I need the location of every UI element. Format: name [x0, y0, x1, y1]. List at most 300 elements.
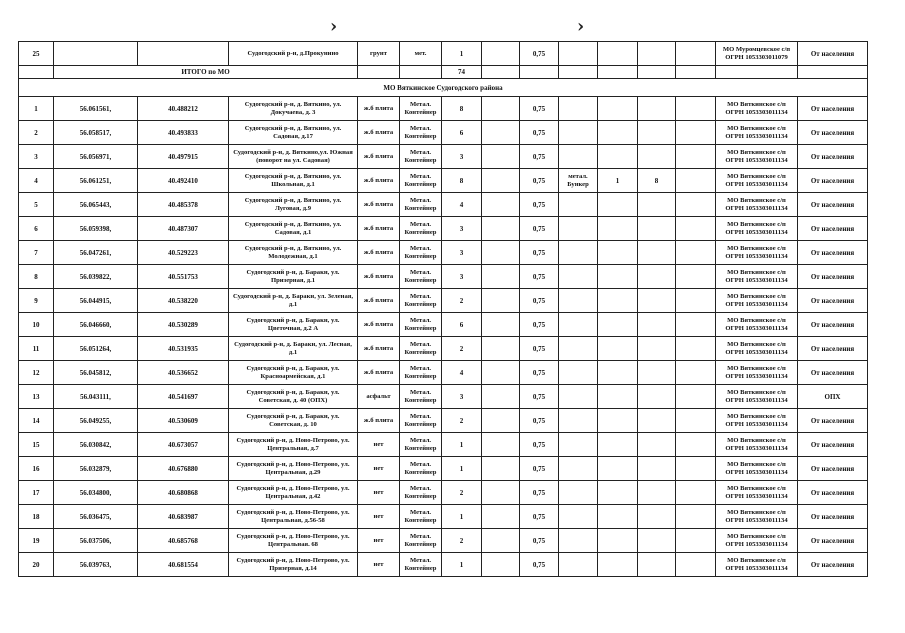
bunker-type-cell — [559, 193, 598, 217]
bunker-count-cell — [598, 361, 638, 385]
address-cell: Судогодский р-н, д. Вяткино, ул. Садовая, д.17 — [229, 121, 358, 145]
surface-cell: ж.б плита — [358, 169, 400, 193]
latitude-cell: 56.039763, — [54, 553, 138, 577]
latitude-cell — [54, 42, 138, 66]
volume-cell: 0,75 — [520, 42, 559, 66]
org-ogrn: ОГРН 1053303011134 — [725, 276, 788, 284]
table-row — [19, 433, 868, 457]
empty-cell — [358, 66, 400, 79]
empty-cell — [676, 553, 716, 577]
container-type-cell: Метал. Контейнер — [400, 481, 442, 505]
longitude-cell: 40.676880 — [138, 457, 229, 481]
longitude-cell: 40.530609 — [138, 409, 229, 433]
longitude-cell: 40.685768 — [138, 529, 229, 553]
volume-cell: 0,75 — [520, 433, 559, 457]
empty-cell — [676, 42, 716, 66]
source-cell: От населения — [798, 169, 868, 193]
empty-cell — [482, 97, 520, 121]
org-name: МО Вяткинское с/п — [727, 197, 786, 205]
row-number: 5 — [19, 193, 54, 217]
source-cell: От населения — [798, 265, 868, 289]
source-cell: От населения — [798, 145, 868, 169]
volume-cell: 0,75 — [520, 169, 559, 193]
org-ogrn: ОГРН 1053303011134 — [725, 348, 788, 356]
org-name: МО Вяткинское с/п — [727, 485, 786, 493]
empty-cell — [676, 145, 716, 169]
container-type-cell: Метал. Контейнер — [400, 361, 442, 385]
bunker-number-cell — [638, 433, 676, 457]
container-type-cell: Метал. Контейнер — [400, 241, 442, 265]
container-count-cell: 2 — [442, 529, 482, 553]
address-cell: Судогодский р-н, д. Вяткино, ул. Школьная, д.1 — [229, 169, 358, 193]
latitude-cell: 56.065443, — [54, 193, 138, 217]
bunker-count-cell — [598, 121, 638, 145]
organization-cell — [716, 217, 798, 241]
longitude-cell: 40.530289 — [138, 313, 229, 337]
empty-cell — [676, 169, 716, 193]
container-count-cell: 2 — [442, 289, 482, 313]
row-number: 7 — [19, 241, 54, 265]
bunker-type-cell — [559, 409, 598, 433]
latitude-cell: 56.047261, — [54, 241, 138, 265]
bunker-type-cell — [559, 337, 598, 361]
org-ogrn: ОГРН 1053303011134 — [725, 132, 788, 140]
surface-cell: нет — [358, 481, 400, 505]
bunker-number-cell — [638, 481, 676, 505]
org-ogrn: ОГРН 1053303011134 — [725, 180, 788, 188]
organization-cell — [716, 42, 798, 66]
bunker-number-cell — [638, 289, 676, 313]
empty-cell — [482, 457, 520, 481]
bunker-count-cell — [598, 409, 638, 433]
source-cell: От населения — [798, 42, 868, 66]
org-name: МО Вяткинское с/п — [727, 245, 786, 253]
volume-cell: 0,75 — [520, 121, 559, 145]
empty-cell — [19, 66, 54, 79]
latitude-cell: 56.037506, — [54, 529, 138, 553]
bunker-type-cell — [559, 241, 598, 265]
container-sites-table — [18, 41, 868, 577]
row-number: 9 — [19, 289, 54, 313]
row-number: 14 — [19, 409, 54, 433]
table-row — [19, 265, 868, 289]
organization-cell — [716, 361, 798, 385]
row-number: 1 — [19, 97, 54, 121]
organization-cell — [716, 265, 798, 289]
table-row — [19, 385, 868, 409]
row-number: 20 — [19, 553, 54, 577]
org-name: МО Вяткинское с/п — [727, 221, 786, 229]
container-count-cell: 3 — [442, 241, 482, 265]
longitude-cell: 40.497915 — [138, 145, 229, 169]
container-count-cell: 1 — [442, 553, 482, 577]
address-cell: Судогодский р-н, д. Вяткино, ул. Молодежная, д.1 — [229, 241, 358, 265]
empty-cell — [676, 217, 716, 241]
container-type-cell: мет. — [400, 42, 442, 66]
bunker-type-cell — [559, 529, 598, 553]
table-row — [19, 481, 868, 505]
volume-cell: 0,75 — [520, 193, 559, 217]
surface-cell: ж.б плита — [358, 193, 400, 217]
address-cell: Судогодский р-н, д. Ново-Петрово, ул. Центральная. 68 — [229, 529, 358, 553]
bunker-type-cell — [559, 481, 598, 505]
table-row — [19, 553, 868, 577]
container-type-cell: Метал. Контейнер — [400, 385, 442, 409]
latitude-cell: 56.032879, — [54, 457, 138, 481]
address-cell: Судогодский р-н, д. Вяткино, ул. Луговая, д.9 — [229, 193, 358, 217]
empty-cell — [598, 42, 638, 66]
bunker-number-cell — [638, 361, 676, 385]
total-value: 74 — [442, 66, 482, 79]
container-type-cell: Метал. Контейнер — [400, 169, 442, 193]
org-ogrn: ОГРН 1053303011134 — [725, 156, 788, 164]
latitude-cell: 56.030842, — [54, 433, 138, 457]
org-ogrn: ОГРН 1053303011134 — [725, 468, 788, 476]
source-cell: От населения — [798, 433, 868, 457]
row-number: 19 — [19, 529, 54, 553]
organization-cell — [716, 553, 798, 577]
row-number: 25 — [19, 42, 54, 66]
org-name: МО Вяткинское с/п — [727, 293, 786, 301]
organization-cell — [716, 457, 798, 481]
organization-cell — [716, 337, 798, 361]
org-name: МО Вяткинское с/п — [727, 125, 786, 133]
org-ogrn: ОГРН 1053303011134 — [725, 492, 788, 500]
organization-cell — [716, 505, 798, 529]
bunker-type-cell — [559, 505, 598, 529]
container-type-cell: Метал. Контейнер — [400, 145, 442, 169]
org-ogrn: ОГРН 1053303011134 — [725, 420, 788, 428]
bunker-count-cell — [598, 217, 638, 241]
table-row — [19, 193, 868, 217]
org-ogrn: ОГРН 1053303011134 — [725, 300, 788, 308]
latitude-cell: 56.039822, — [54, 265, 138, 289]
organization-cell — [716, 481, 798, 505]
container-type-cell: Метал. Контейнер — [400, 505, 442, 529]
empty-cell — [676, 241, 716, 265]
container-type-cell: Метал. Контейнер — [400, 457, 442, 481]
table-row — [19, 145, 868, 169]
organization-cell — [716, 409, 798, 433]
empty-cell — [676, 313, 716, 337]
total-row — [19, 66, 868, 79]
org-name: МО Вяткинское с/п — [727, 269, 786, 277]
table-row — [19, 42, 868, 66]
container-type-cell: Метал. Контейнер — [400, 289, 442, 313]
org-ogrn: ОГРН 1053303011079 — [725, 53, 788, 61]
row-number: 18 — [19, 505, 54, 529]
row-number: 6 — [19, 217, 54, 241]
container-count-cell: 1 — [442, 457, 482, 481]
bunker-count-cell — [598, 529, 638, 553]
bunker-type-cell — [559, 97, 598, 121]
volume-cell: 0,75 — [520, 241, 559, 265]
latitude-cell: 56.049255, — [54, 409, 138, 433]
container-type-cell: Метал. Контейнер — [400, 121, 442, 145]
organization-cell — [716, 121, 798, 145]
container-count-cell: 3 — [442, 265, 482, 289]
bunker-count-cell — [598, 481, 638, 505]
address-cell: Судогодский р-н, д. Вяткино, ул. Садовая, д.1 — [229, 217, 358, 241]
bunker-type-cell — [559, 289, 598, 313]
bunker-type-cell — [559, 217, 598, 241]
bunker-count-cell — [598, 241, 638, 265]
organization-cell — [716, 97, 798, 121]
punch-hole-mark-left: › — [330, 16, 338, 37]
row-number: 17 — [19, 481, 54, 505]
bunker-count-cell — [598, 553, 638, 577]
container-count-cell: 2 — [442, 337, 482, 361]
container-count-cell: 6 — [442, 313, 482, 337]
volume-cell: 0,75 — [520, 265, 559, 289]
bunker-number-cell — [638, 217, 676, 241]
latitude-cell: 56.043111, — [54, 385, 138, 409]
empty-cell — [482, 505, 520, 529]
bunker-type-cell — [559, 385, 598, 409]
empty-cell — [482, 481, 520, 505]
latitude-cell: 56.061561, — [54, 97, 138, 121]
empty-cell — [638, 66, 676, 79]
total-label: ИТОГО по МО — [54, 66, 358, 79]
empty-cell — [482, 241, 520, 265]
empty-cell — [559, 42, 598, 66]
volume-cell: 0,75 — [520, 481, 559, 505]
organization-cell — [716, 145, 798, 169]
empty-cell — [676, 337, 716, 361]
org-name: МО Вяткинское с/п — [727, 365, 786, 373]
bunker-count-cell: 1 — [598, 169, 638, 193]
surface-cell: грунт — [358, 42, 400, 66]
longitude-cell — [138, 42, 229, 66]
bunker-number-cell — [638, 529, 676, 553]
org-name: МО Вяткинское с/п — [727, 461, 786, 469]
bunker-number-cell — [638, 265, 676, 289]
address-cell: Судогодский р-н, д. Ново-Петрово, ул. Центральная, д.7 — [229, 433, 358, 457]
container-count-cell: 2 — [442, 481, 482, 505]
container-type-cell: Метал. Контейнер — [400, 433, 442, 457]
org-ogrn: ОГРН 1053303011134 — [725, 516, 788, 524]
bunker-count-cell — [598, 337, 638, 361]
source-cell: От населения — [798, 121, 868, 145]
org-ogrn: ОГРН 1053303011134 — [725, 372, 788, 380]
bunker-type-cell — [559, 265, 598, 289]
org-name: МО Вяткинское с/п — [727, 509, 786, 517]
bunker-count-cell — [598, 433, 638, 457]
organization-cell — [716, 289, 798, 313]
volume-cell: 0,75 — [520, 457, 559, 481]
empty-cell — [482, 289, 520, 313]
empty-cell — [676, 409, 716, 433]
container-type-cell: Метал. Контейнер — [400, 313, 442, 337]
table-row — [19, 457, 868, 481]
container-count-cell: 4 — [442, 361, 482, 385]
longitude-cell: 40.541697 — [138, 385, 229, 409]
row-number: 11 — [19, 337, 54, 361]
table-row — [19, 241, 868, 265]
volume-cell: 0,75 — [520, 289, 559, 313]
organization-cell — [716, 529, 798, 553]
container-count-cell: 2 — [442, 409, 482, 433]
org-ogrn: ОГРН 1053303011134 — [725, 204, 788, 212]
bunker-count-cell — [598, 193, 638, 217]
latitude-cell: 56.051264, — [54, 337, 138, 361]
row-number: 3 — [19, 145, 54, 169]
longitude-cell: 40.487307 — [138, 217, 229, 241]
container-count-cell: 1 — [442, 433, 482, 457]
organization-cell — [716, 193, 798, 217]
container-count-cell: 1 — [442, 42, 482, 66]
bunker-type-cell — [559, 553, 598, 577]
source-cell: От населения — [798, 217, 868, 241]
organization-cell — [716, 241, 798, 265]
longitude-cell: 40.551753 — [138, 265, 229, 289]
address-cell: Судогодский р-н, д. Ново-Петрово, ул. Центральная, д.42 — [229, 481, 358, 505]
empty-cell — [482, 169, 520, 193]
organization-cell — [716, 169, 798, 193]
source-cell: От населения — [798, 529, 868, 553]
empty-cell — [676, 385, 716, 409]
container-type-cell: Метал. Контейнер — [400, 337, 442, 361]
empty-cell — [676, 193, 716, 217]
empty-cell — [482, 385, 520, 409]
org-name: МО Вяткинское с/п — [727, 437, 786, 445]
table-row — [19, 169, 868, 193]
bunker-type-cell — [559, 121, 598, 145]
empty-cell — [482, 42, 520, 66]
bunker-number-cell — [638, 553, 676, 577]
empty-cell — [676, 97, 716, 121]
source-cell: От населения — [798, 313, 868, 337]
longitude-cell: 40.538220 — [138, 289, 229, 313]
surface-cell: ж.б плита — [358, 145, 400, 169]
empty-cell — [676, 529, 716, 553]
longitude-cell: 40.531935 — [138, 337, 229, 361]
volume-cell: 0,75 — [520, 553, 559, 577]
longitude-cell: 40.529223 — [138, 241, 229, 265]
longitude-cell: 40.680868 — [138, 481, 229, 505]
longitude-cell: 40.673057 — [138, 433, 229, 457]
longitude-cell: 40.488212 — [138, 97, 229, 121]
longitude-cell: 40.681554 — [138, 553, 229, 577]
section-title: МО Вяткинское Судогодского района — [19, 79, 868, 97]
surface-cell: ж.б плита — [358, 241, 400, 265]
empty-cell — [482, 529, 520, 553]
bunker-number-cell — [638, 241, 676, 265]
table-row — [19, 409, 868, 433]
org-name: МО Вяткинское с/п — [727, 173, 786, 181]
latitude-cell: 56.046660, — [54, 313, 138, 337]
volume-cell: 0,75 — [520, 505, 559, 529]
source-cell: От населения — [798, 553, 868, 577]
address-cell: Судогодский р-н, д.Прокунино — [229, 42, 358, 66]
empty-cell — [400, 66, 442, 79]
row-number: 12 — [19, 361, 54, 385]
surface-cell: нет — [358, 457, 400, 481]
empty-cell — [482, 433, 520, 457]
source-cell: От населения — [798, 409, 868, 433]
org-ogrn: ОГРН 1053303011134 — [725, 540, 788, 548]
bunker-number-cell — [638, 409, 676, 433]
table-row — [19, 289, 868, 313]
surface-cell: ж.б плита — [358, 337, 400, 361]
empty-cell — [482, 193, 520, 217]
org-ogrn: ОГРН 1053303011134 — [725, 228, 788, 236]
bunker-number-cell — [638, 337, 676, 361]
surface-cell: ж.б плита — [358, 265, 400, 289]
volume-cell: 0,75 — [520, 217, 559, 241]
longitude-cell: 40.492410 — [138, 169, 229, 193]
bunker-type-cell — [559, 313, 598, 337]
surface-cell: ж.б плита — [358, 97, 400, 121]
bunker-count-cell — [598, 145, 638, 169]
empty-cell — [482, 409, 520, 433]
table-row — [19, 505, 868, 529]
surface-cell: ж.б плита — [358, 217, 400, 241]
empty-cell — [676, 433, 716, 457]
surface-cell: нет — [358, 553, 400, 577]
volume-cell: 0,75 — [520, 97, 559, 121]
container-type-cell: Метал. Контейнер — [400, 97, 442, 121]
row-number: 16 — [19, 457, 54, 481]
address-cell: Судогодский р-н, д. Баракн, ул. Лесная, д.1 — [229, 337, 358, 361]
longitude-cell: 40.683987 — [138, 505, 229, 529]
empty-cell — [676, 121, 716, 145]
bunker-type-cell — [559, 457, 598, 481]
surface-cell: ж.б плита — [358, 121, 400, 145]
org-name: МО Вяткинское с/п — [727, 101, 786, 109]
address-cell: Судогодский р-н, д. Баракн, ул. Советская, д. 40 (ОПХ) — [229, 385, 358, 409]
table-row — [19, 361, 868, 385]
row-number: 8 — [19, 265, 54, 289]
bunker-number-cell — [638, 313, 676, 337]
source-cell: От населения — [798, 457, 868, 481]
container-type-cell: Метал. Контейнер — [400, 193, 442, 217]
bunker-number-cell: 8 — [638, 169, 676, 193]
empty-cell — [676, 289, 716, 313]
bunker-count-cell — [598, 265, 638, 289]
surface-cell: асфальт — [358, 385, 400, 409]
address-cell: Судогодский р-н, д. Вяткино,ул. Южная (поворот на ул. Садовая) — [229, 145, 358, 169]
punch-hole-mark-right: › — [577, 16, 585, 37]
container-count-cell: 1 — [442, 505, 482, 529]
latitude-cell: 56.058517, — [54, 121, 138, 145]
empty-cell — [482, 66, 520, 79]
table-row — [19, 97, 868, 121]
volume-cell: 0,75 — [520, 409, 559, 433]
bunker-number-cell — [638, 385, 676, 409]
volume-cell: 0,75 — [520, 145, 559, 169]
bunker-type-cell — [559, 145, 598, 169]
container-count-cell: 4 — [442, 193, 482, 217]
surface-cell: ж.б плита — [358, 409, 400, 433]
latitude-cell: 56.036475, — [54, 505, 138, 529]
bunker-number-cell — [638, 505, 676, 529]
container-type-cell: Метал. Контейнер — [400, 265, 442, 289]
latitude-cell: 56.044915, — [54, 289, 138, 313]
org-name: МО Вяткинское с/п — [727, 317, 786, 325]
org-ogrn: ОГРН 1053303011134 — [725, 444, 788, 452]
bunker-number-cell — [638, 145, 676, 169]
surface-cell: нет — [358, 529, 400, 553]
table-row — [19, 529, 868, 553]
empty-cell — [559, 66, 598, 79]
empty-cell — [482, 553, 520, 577]
latitude-cell: 56.056971, — [54, 145, 138, 169]
container-type-cell: Метал. Контейнер — [400, 529, 442, 553]
source-cell: От населения — [798, 361, 868, 385]
table-row — [19, 337, 868, 361]
empty-cell — [482, 145, 520, 169]
